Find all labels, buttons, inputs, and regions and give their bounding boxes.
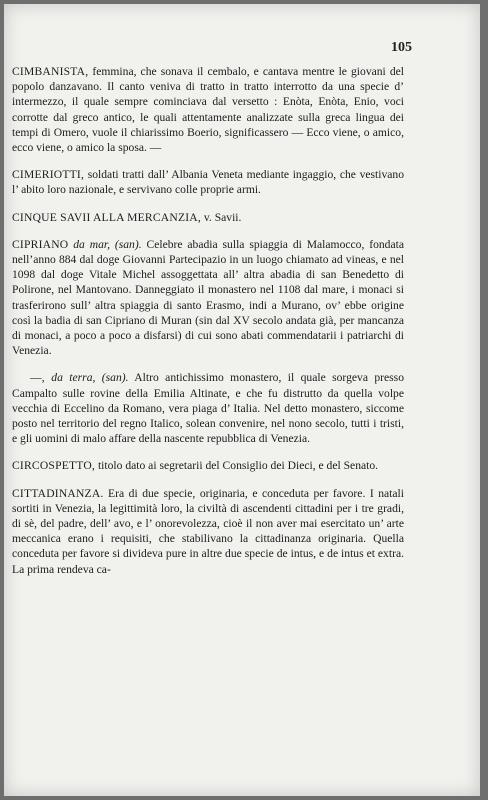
entry-headword: CIRCOSPETTO, <box>12 459 96 473</box>
entry-cimeriotti <box>12 167 404 197</box>
entry-body: v. Savii. <box>200 210 242 224</box>
entry-cittadinanza <box>12 486 404 577</box>
entry-cimbanista <box>12 64 404 155</box>
entry-circospetto <box>12 458 404 473</box>
book-page <box>4 4 480 796</box>
entry-headword: —, <box>30 371 45 385</box>
entry-subtitle: da mar, (san). <box>68 237 142 251</box>
entry-body: Celebre abadia sulla spiaggia di Malamocco, fondata nell’anno 884 dal doge Giovanni Partecipazio in un luogo chiamato ad vineas, e nel 1098 dal doge Vitale Michel assoggettata all’ altra abadia di san Benedetto di Polirone, nel Mantovano. Danneggiato il monastero nel 1108 dal mare, i monaci si trasferirono sull’ altra spiaggia di santo Erasmo, indi a Murano, ov’ ebbe origine così la badia di san Cipriano di Muran (sin dal XV secolo andata già, per mancanza di monaci, a poco a poco a disfarsi) di cui sono abati commendatarii i patriarchi di Venezia. <box>12 237 404 358</box>
entry-subtitle: da terra, (san). <box>44 371 129 385</box>
entry-headword: CIMERIOTTI, <box>12 168 85 182</box>
dictionary-text <box>12 64 404 589</box>
entry-body: Era di due specie, originaria, e conceduta per favore. I natali sortiti in Venezia, la legittimità loro, la civiltà di ascendenti cittadini per i tre gradi, di sè, del padre, dell’ avo, e l’ onorevolezza, cioè il non aver mai esercitato un’ arte meccanica erano i requisiti, che stabilivano la cittadinanza originaria. Quella conceduta per favore si divideva pure in altre due specie de intus, e de intus et extra. La prima rendeva ca- <box>12 486 404 576</box>
entry-body: titolo dato ai segretarii del Consiglio dei Dieci, e del Senato. <box>95 459 379 473</box>
entry-cipriano-da-terra <box>12 370 404 446</box>
entry-headword: CIMBANISTA, <box>12 65 89 78</box>
entry-headword: CIPRIANO <box>12 237 69 251</box>
entry-headword: CINQUE SAVII ALLA MERCANZIA, <box>12 210 201 224</box>
entry-headword: CITTADINANZA. <box>12 486 104 500</box>
page-number: 105 <box>391 40 412 55</box>
entry-body: soldati tratti dall’ Albania Veneta mediante ingaggio, che vestivano l’ abito loro nazionale, e servivano colle proprie armi. <box>12 168 404 197</box>
entry-body: Altro antichissimo monastero, il quale sorgeva presso Campalto sulle rovine della Emilia Altinate, e che fu distrutto da quella volpe vecchia di Eccelino da Romano, vera piaga d’ Italia. Nel detto monastero, siccome posto nel territorio del regno Italico, solean convenire, nel nono secolo, tutti i tristi, e gli uomini di malo affare della nascente repubblica di Venezia. <box>12 371 404 446</box>
entry-body: femmina, che sonava il cembalo, e cantava mentre le giovani del popolo danzavano. Il canto veniva di tratto in tratto interrotto da una specie d’ intermezzo, il quale sempre cominciava dal versetto : Enòta, Enòta, Enio, voci corrotte dal greco antico, le quali attentamente analizzate sulla greca lingua dei tempi di Omero, vuole il chiarissimo Boerio, significassero — Ecco viene, o amico, ecco viene, o amico la sposa. — <box>12 65 404 155</box>
entry-cinque-savii <box>12 210 404 225</box>
entry-cipriano-da-mar <box>12 237 404 359</box>
